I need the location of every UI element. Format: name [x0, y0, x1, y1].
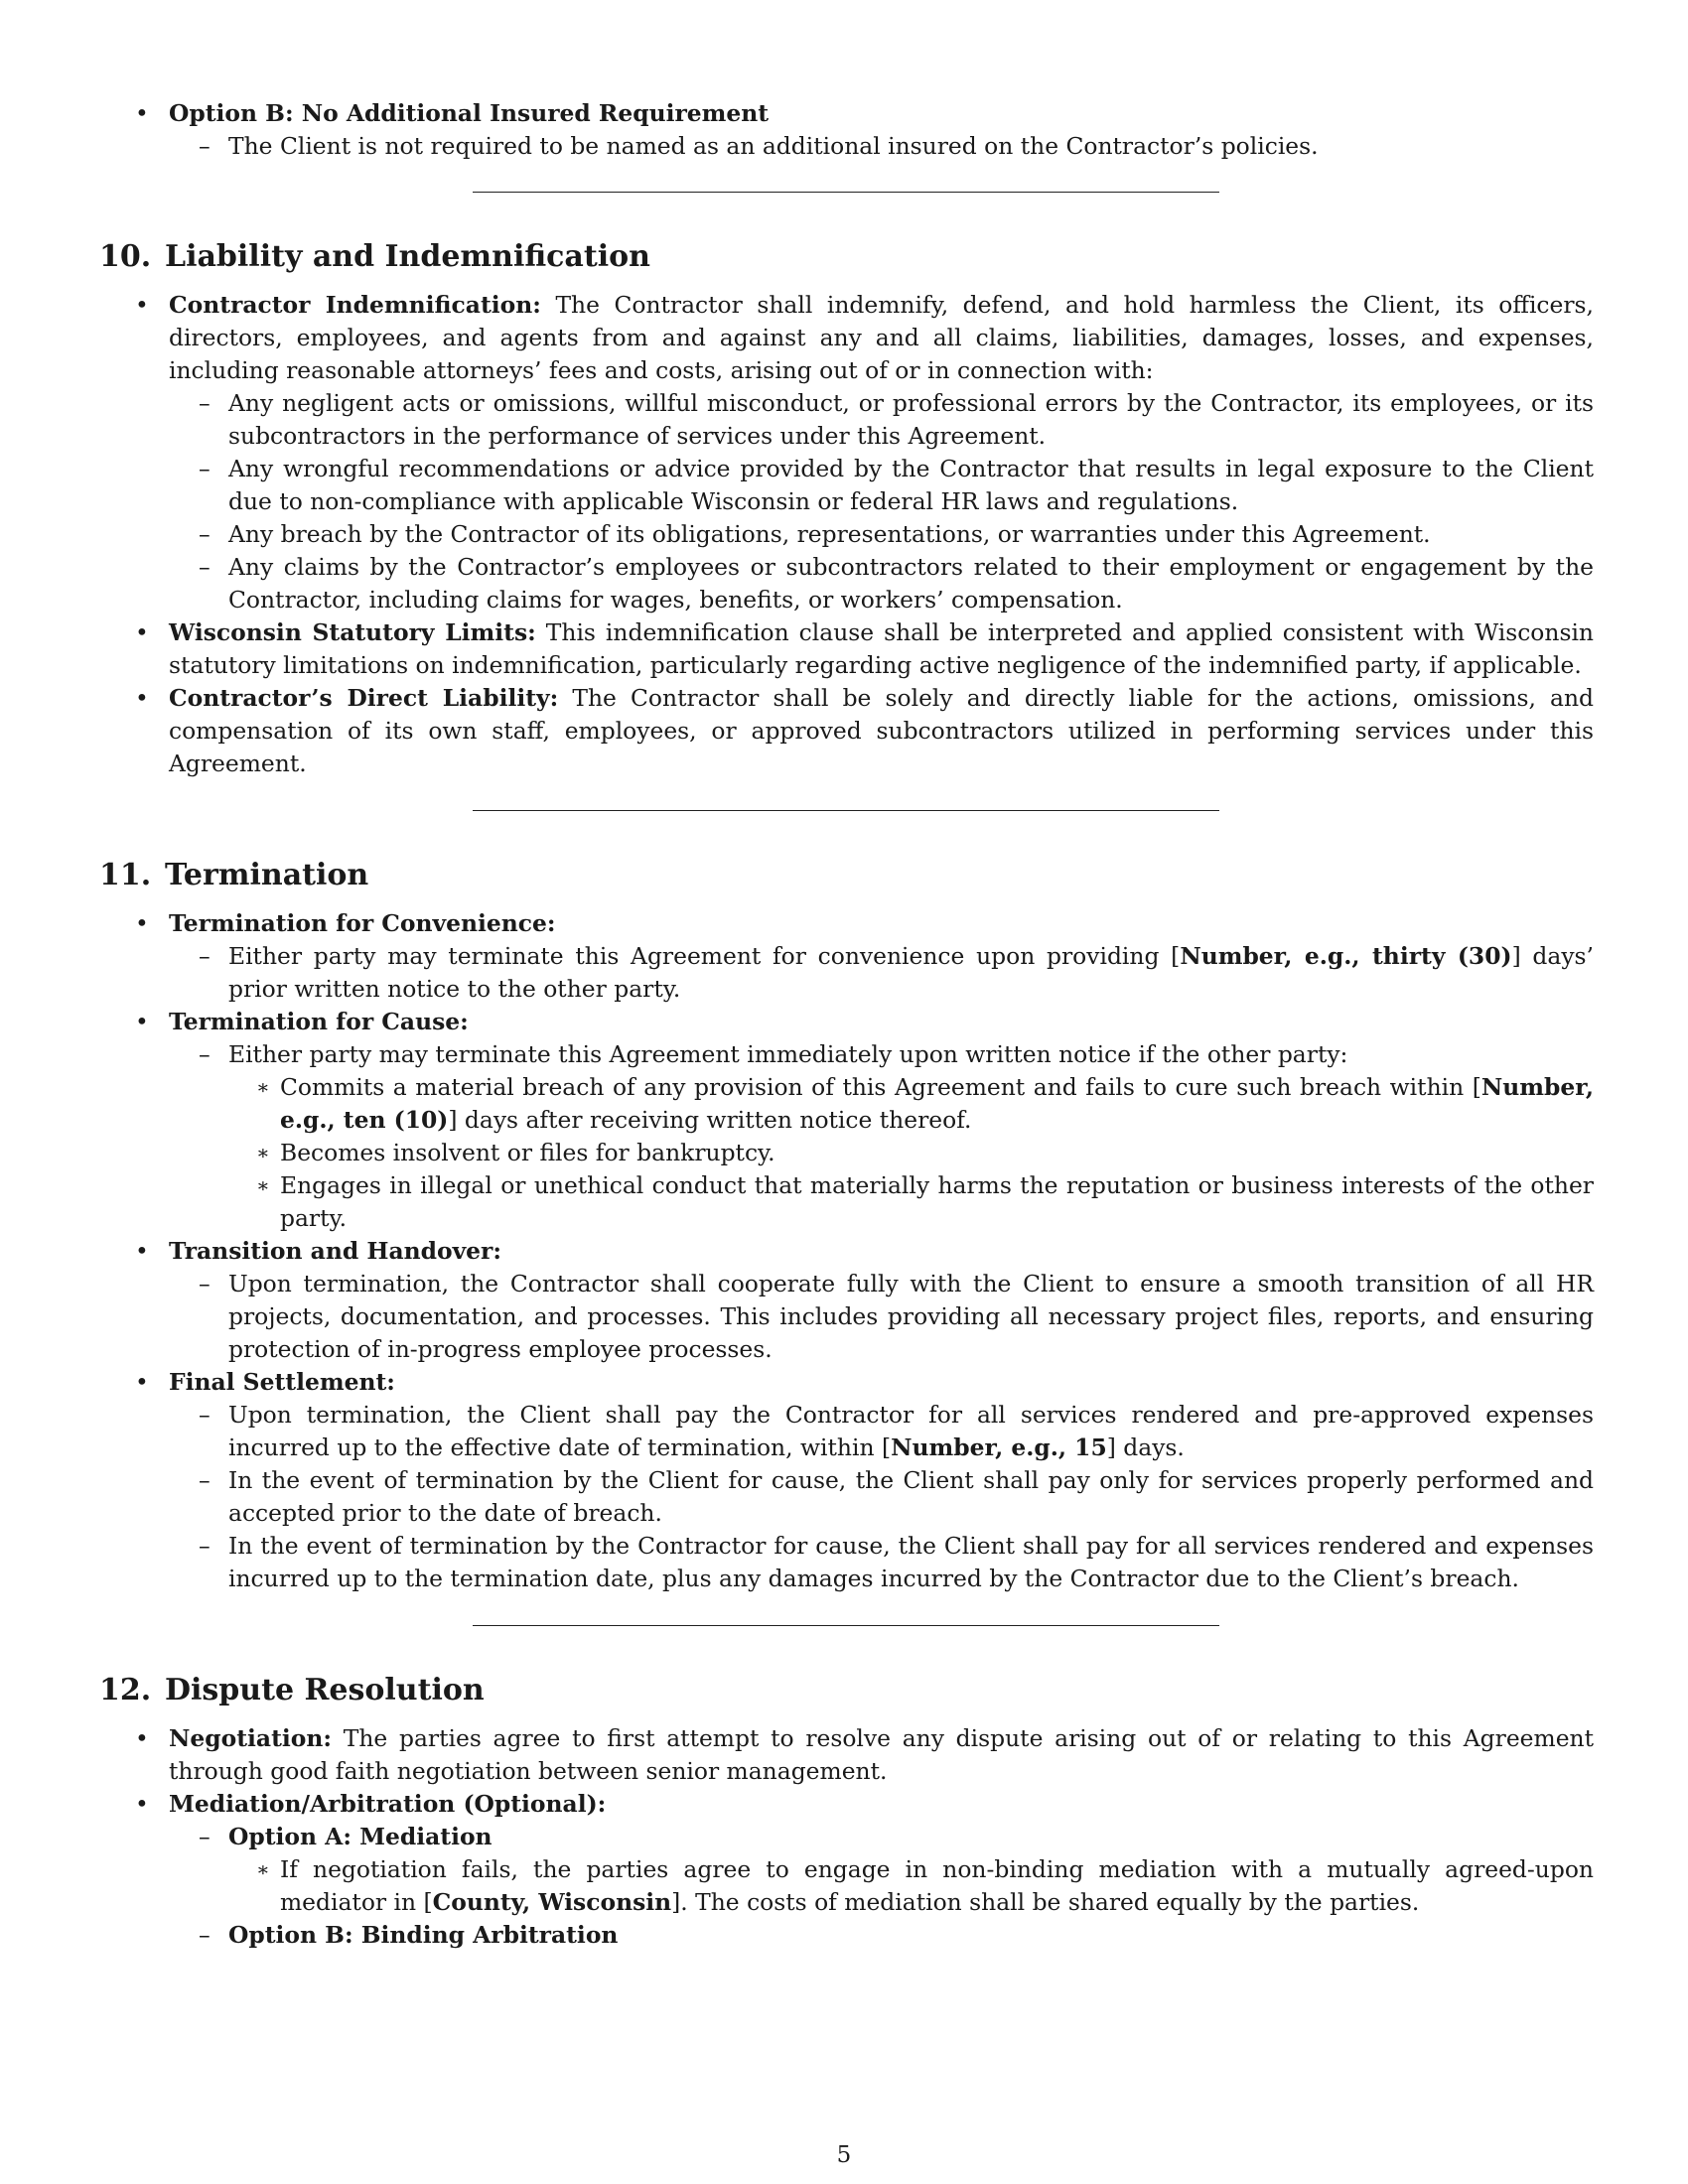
item-label: Termination for Cause:	[169, 1008, 469, 1035]
list-item: ∗ Commits a material breach of any provision of this Agreement and fails to cure such breach within [Number, e.g., ten (10)] days after receiving written notice thereof.	[228, 1071, 1594, 1137]
list-item	[99, 682, 1594, 780]
list-item: – In the event of termination by the Client for cause, the Client shall pay only for services properly performed and accepted prior to the date of breach.	[169, 1464, 1594, 1530]
list-item	[99, 1366, 1594, 1595]
item-label: Wisconsin Statutory Limits:	[169, 618, 536, 646]
list-item: – Upon termination, the Client shall pay the Contractor for all services rendered and pre-approved expenses incurred up to the effective date of termination, within [Number, e.g., 15] days.	[169, 1399, 1594, 1464]
section-title: Liability and Indemnification	[165, 239, 650, 274]
section-divider	[473, 192, 1219, 193]
section-heading-11	[99, 856, 1594, 895]
item-label: Termination for Convenience:	[169, 909, 556, 937]
list-item: ∗ Engages in illegal or unethical conduct that materially harms the reputation or business interests of the other party.	[228, 1169, 1594, 1235]
item-text: The parties agree to first attempt to resolve any dispute arising out of or relating to this Agreement through good faith negotiation between senior management.	[169, 1724, 1595, 1785]
section-divider	[473, 810, 1219, 811]
list-item: – Option A: Mediation ∗ If negotiation fails, the parties agree to engage in non-binding mediation with a mutually agreed-upon mediator in [County, Wisconsin]. The costs of mediation shall be shared equally by the parties.	[169, 1821, 1594, 1919]
section-number: 12.	[99, 1673, 152, 1707]
item-text: The Contractor shall indemnify, defend, and hold harmless the Client, its officers, directors, employees, and agents from and against any and all claims, liabilities, damages, losses, and expenses, including reasonable attorneys’ fees and costs, arising out of or in connection with:	[169, 291, 1594, 384]
item-label: Contractor’s Direct Liability:	[169, 684, 559, 712]
list-item: – Any negligent acts or omissions, willful misconduct, or professional errors by the Contractor, its employees, or its subcontractors in the performance of services under this Agreement.	[169, 387, 1594, 453]
list-item: – Either party may terminate this Agreement for convenience upon providing [Number, e.g., thirty (30)] days’ prior written notice to the other party.	[169, 940, 1594, 1006]
section-number: 10.	[99, 239, 152, 274]
list-item: ∗ If negotiation fails, the parties agree to engage in non-binding mediation with a mutually agreed-upon mediator in [County, Wisconsin]. The costs of mediation shall be shared equally by the parties.	[228, 1853, 1594, 1919]
item-text: The Contractor shall be solely and directly liable for the actions, omissions, and compensation of its own staff, employees, or approved subcontractors utilized in performing services under this Agreement.	[169, 684, 1594, 777]
list-item: – Option B: Binding Arbitration	[169, 1919, 1594, 1952]
option-b-title: Option B: No Additional Insured Requirement	[169, 99, 770, 127]
item-label: Transition and Handover:	[169, 1237, 501, 1265]
list-item	[99, 97, 1594, 163]
item-label: Final Settlement:	[169, 1368, 395, 1396]
list-item: – In the event of termination by the Contractor for cause, the Client shall pay for all services rendered and expenses incurred up to the termination date, plus any damages incurred by the Contractor due to the Client’s breach.	[169, 1530, 1594, 1595]
page-number: 5	[836, 2142, 852, 2168]
section-heading-12	[99, 1671, 1594, 1710]
list-item	[99, 289, 1594, 616]
list-item	[99, 1722, 1594, 1788]
list-item	[99, 1006, 1594, 1235]
section-12-list	[99, 1722, 1594, 1952]
section-title: Dispute Resolution	[165, 1673, 485, 1707]
section-11-list	[99, 907, 1594, 1595]
list-item	[99, 616, 1594, 682]
list-item	[99, 1788, 1594, 1952]
list-item: – The Client is not required to be named as an additional insured on the Contractor’s policies.	[169, 130, 1594, 163]
list-item: – Any wrongful recommendations or advice provided by the Contractor that results in legal exposure to the Client due to non-compliance with applicable Wisconsin or federal HR laws and regulations.	[169, 453, 1594, 518]
list-item	[99, 907, 1594, 1006]
section-10-list	[99, 289, 1594, 780]
list-item: – Any claims by the Contractor’s employees or subcontractors related to their employment or engagement by the Contractor, including claims for wages, benefits, or workers’ compensation.	[169, 551, 1594, 616]
document-body	[99, 97, 1594, 1952]
list-item	[99, 1235, 1594, 1366]
list-item: ∗ Becomes insolvent or files for bankruptcy.	[228, 1137, 1594, 1169]
section-number: 11.	[99, 858, 152, 892]
list-item: – Either party may terminate this Agreement immediately upon written notice if the other party: ∗ Commits a material breach of any provision of this Agreement and fails to cure such breach within [Number, e.g., ten (10)] days after receiving written notice thereof. ∗ Becomes insolvent or files for bankruptcy. ∗ Engages in illegal or unethical conduct that materially harms the reputation or business interests of the other party.	[169, 1038, 1594, 1235]
list-item: – Upon termination, the Contractor shall cooperate fully with the Client to ensure a smooth transition of all HR projects, documentation, and processes. This includes providing all necessary project files, reports, and ensuring protection of in-progress employee processes.	[169, 1268, 1594, 1366]
section-divider	[473, 1625, 1219, 1626]
section-title: Termination	[165, 858, 369, 892]
item-label: Contractor Indemnification:	[169, 291, 541, 319]
item-label: Negotiation:	[169, 1724, 332, 1752]
item-label: Mediation/Arbitration (Optional):	[169, 1790, 607, 1818]
section-heading-10	[99, 237, 1594, 277]
list-item: – Any breach by the Contractor of its obligations, representations, or warranties under this Agreement.	[169, 518, 1594, 551]
insurance-options-list	[99, 97, 1594, 163]
item-text: This indemnification clause shall be interpreted and applied consistent with Wisconsin statutory limitations on indemnification, particularly regarding active negligence of the indemnified party, if applicable.	[169, 618, 1594, 679]
